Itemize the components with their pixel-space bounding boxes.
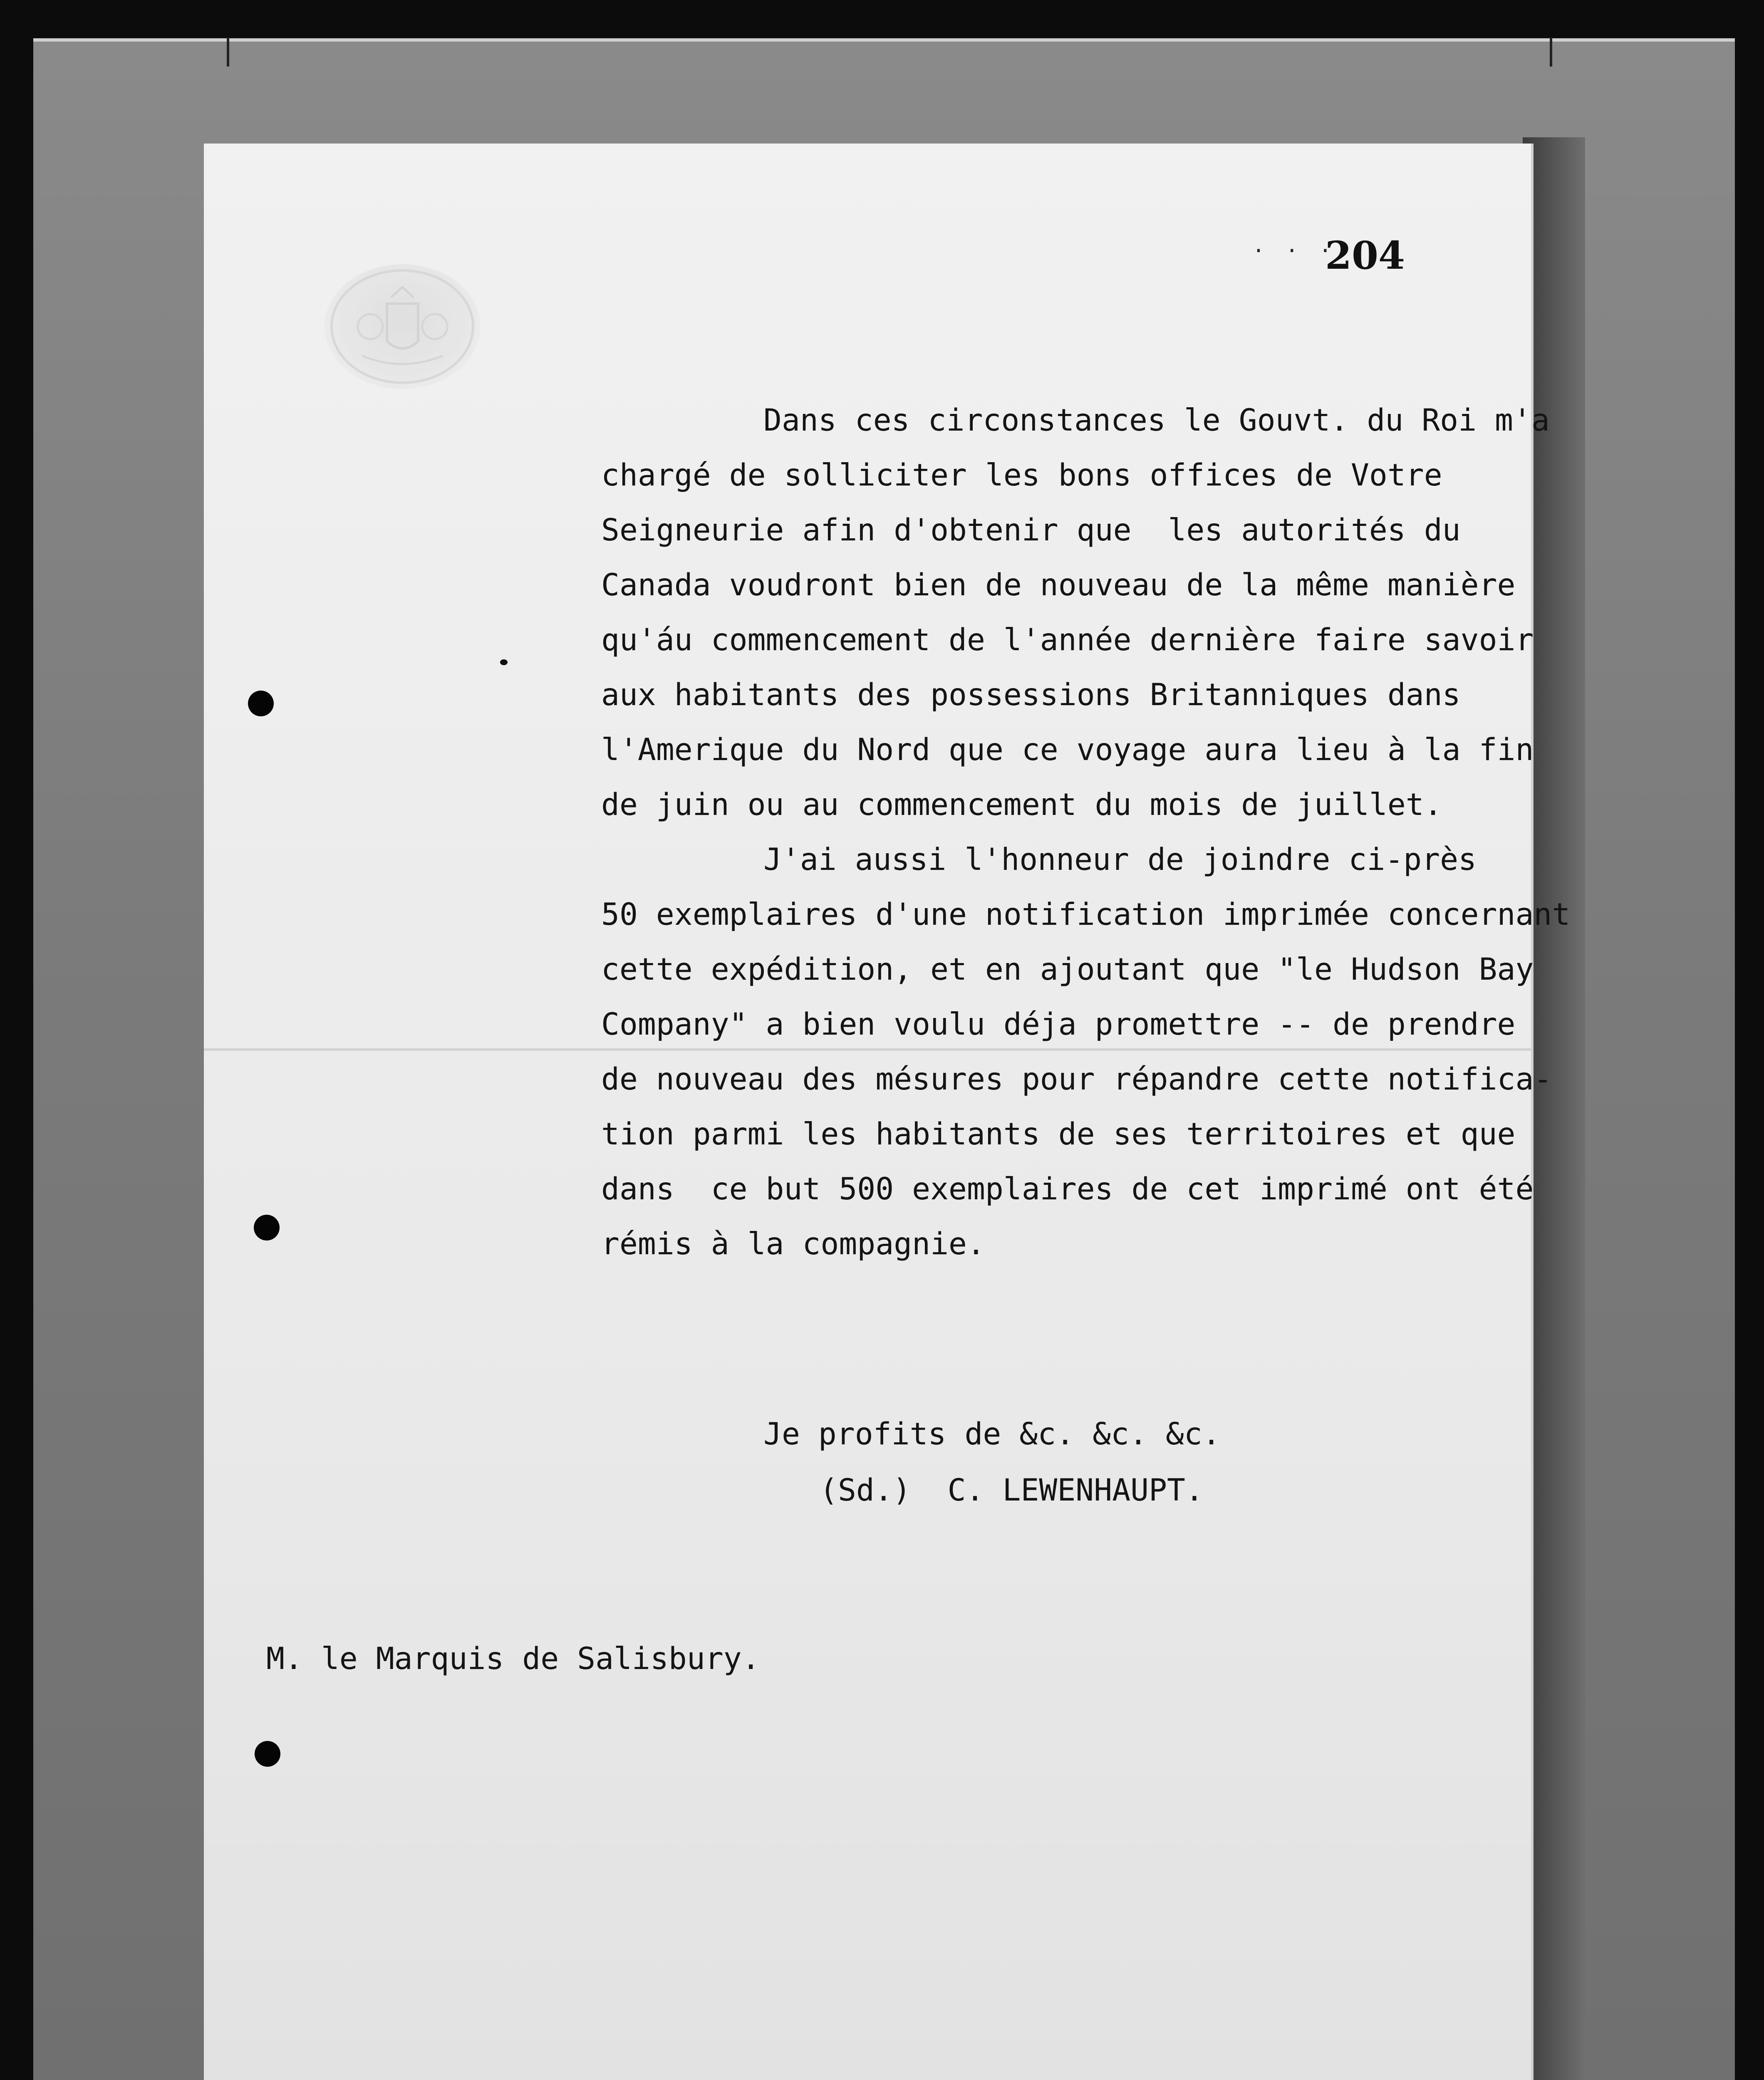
letter-page bbox=[204, 144, 1571, 2080]
body-line: 50 exemplaires d'une notification imprimée concernant bbox=[601, 897, 1571, 932]
body-line: cette expédition, et en ajoutant que "le Hudson Bay bbox=[601, 952, 1534, 987]
letter-body bbox=[601, 393, 1700, 1272]
signature-line: (Sd.) C. LEWENHAUPT. bbox=[820, 1473, 1204, 1508]
mount-divider-left bbox=[227, 37, 229, 67]
closing-line: Je profits de &c. &c. &c. bbox=[763, 1416, 1221, 1452]
punch-hole-icon bbox=[254, 1215, 280, 1241]
margin-marks: . . . bbox=[1252, 233, 1336, 257]
body-line: de nouveau des mésures pour répandre cette notifica- bbox=[601, 1062, 1552, 1097]
body-line: rémis à la compagnie. bbox=[601, 1226, 985, 1262]
punch-hole-icon bbox=[248, 691, 274, 716]
mount-divider-right bbox=[1550, 37, 1552, 67]
body-line: l'Amerique du Nord que ce voyage aura lieu à la fin bbox=[601, 732, 1534, 768]
body-line: tion parmi les habitants de ses territoires et que bbox=[601, 1117, 1516, 1152]
page-number: 204 bbox=[1325, 233, 1405, 278]
ink-speck bbox=[500, 659, 508, 665]
body-line: de juin ou au commencement du mois de juillet. bbox=[601, 787, 1442, 822]
body-line: aux habitants des possessions Britanniques dans bbox=[601, 677, 1461, 713]
punch-hole-icon bbox=[255, 1741, 280, 1767]
body-line: qu'áu commencement de l'année dernière faire savoir bbox=[601, 622, 1534, 658]
body-line: chargé de solliciter les bons offices de Votre bbox=[601, 458, 1442, 493]
body-line: dans ce but 500 exemplaires de cet imprimé ont été bbox=[601, 1171, 1534, 1207]
body-line: J'ai aussi l'honneur de joindre ci-près bbox=[763, 842, 1477, 877]
addressee-line: M. le Marquis de Salisbury. bbox=[266, 1641, 760, 1676]
body-line: Seigneurie afin d'obtenir que les autorités du bbox=[601, 513, 1461, 548]
body-line: Company" a bien voulu déja promettre -- de prendre bbox=[601, 1007, 1516, 1042]
mount-top-edge bbox=[33, 38, 1735, 42]
body-line: Dans ces circonstances le Gouvt. du Roi m'a bbox=[763, 403, 1550, 438]
body-line: Canada voudront bien de nouveau de la même manière bbox=[601, 567, 1516, 603]
embossed-crest-icon bbox=[325, 264, 481, 389]
